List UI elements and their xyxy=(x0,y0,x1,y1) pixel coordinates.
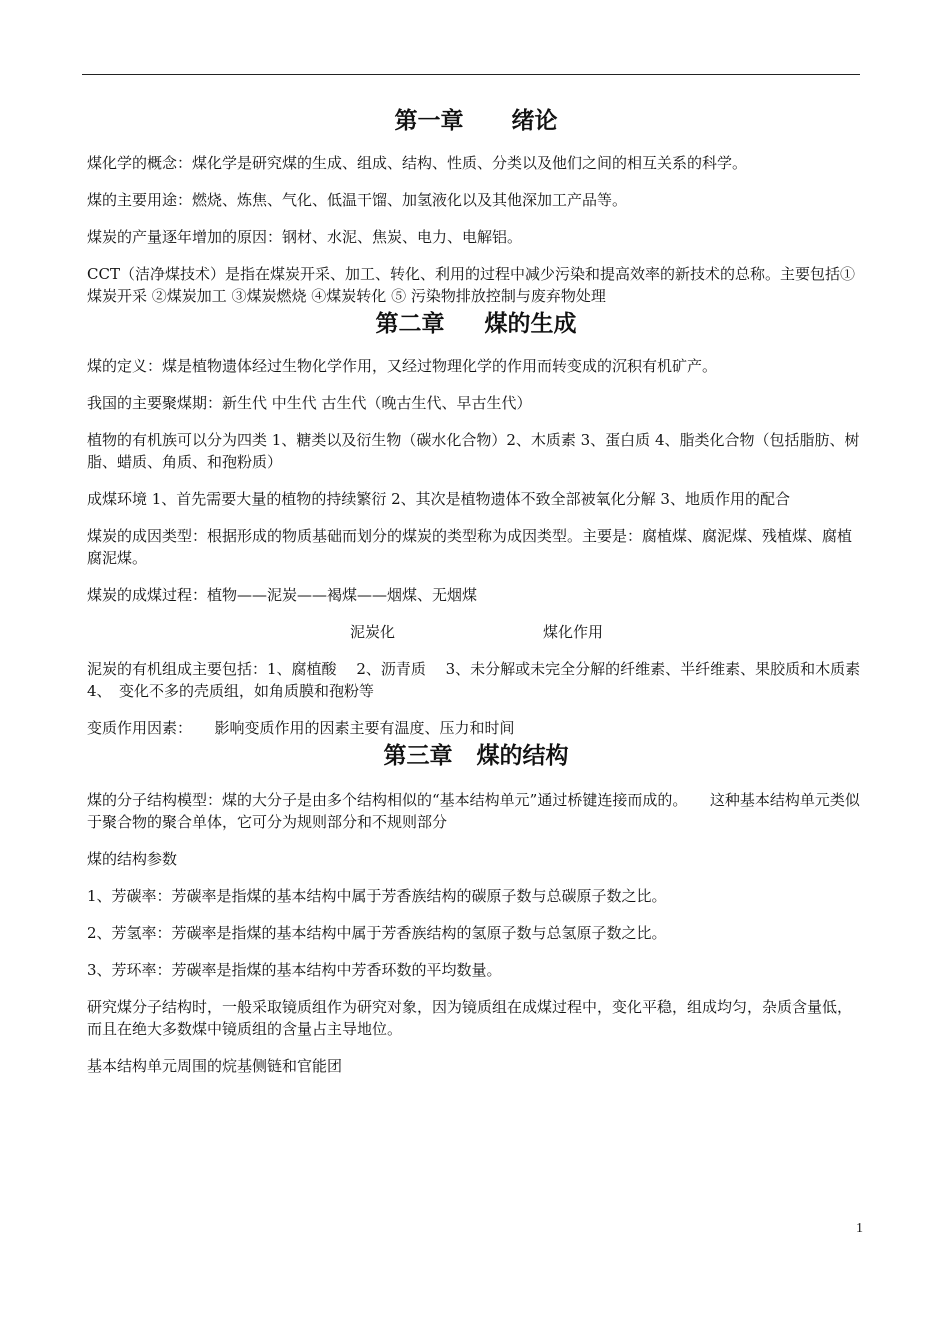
chapter-2-number: 第二章 xyxy=(375,310,445,337)
chapter-3-title: 煤的结构 xyxy=(476,742,569,769)
paragraph: 煤炭的产量逐年增加的原因：钢材、水泥、焦炭、电力、电解铝。 xyxy=(87,228,523,246)
process-label-peatification: 泥炭化 xyxy=(350,623,396,641)
chapter-1-number: 第一章 xyxy=(394,107,464,134)
paragraph: 植物的有机族可以分为四类 1、糖类以及衍生物（碳水化合物）2、木质素 3、蛋白质 4、脂类化合物（包括脂肪、树脂、蜡质、角质、和孢粉质） xyxy=(87,431,860,471)
paragraph: 我国的主要聚煤期：新生代 中生代 古生代（晚古生代、早古生代） xyxy=(87,394,532,412)
chapter-1-heading xyxy=(87,104,865,138)
paragraph: 煤炭的成煤过程：植物——泥炭——褐煤——烟煤、无烟煤 xyxy=(87,586,478,604)
paragraph: 泥炭的有机组成主要包括：1、腐植酸 2、沥青质 3、未分解或未完全分解的纤维素、半纤维素、果胶质和木质素 4、 变化不多的壳质组，如角质膜和孢粉等 xyxy=(87,660,891,700)
paragraph: 煤的主要用途：燃烧、炼焦、气化、低温干馏、加氢液化以及其他深加工产品等。 xyxy=(87,191,628,209)
chapter-2-heading xyxy=(87,307,865,341)
paragraph: 1、芳碳率：芳碳率是指煤的基本结构中属于芳香族结构的碳原子数与总碳原子数之比。 xyxy=(87,887,667,905)
paragraph: CCT（洁净煤技术）是指在煤炭开采、加工、转化、利用的过程中减少污染和提高效率的新技术的总称。主要包括①煤炭开采 ②煤炭加工 ③煤炭燃烧 ④煤炭转化 ⑤ 污染物排放控制与废弃物处理 xyxy=(87,265,855,305)
paragraph: 煤的结构参数 xyxy=(87,850,178,868)
chapter-2-title: 煤的生成 xyxy=(484,310,577,337)
process-stage-labels xyxy=(87,621,865,643)
paragraph: 研究煤分子结构时，一般采取镜质组作为研究对象，因为镜质组在成煤过程中，变化平稳，组成均匀，杂质含量低，而且在绝大多数煤中镜质组的含量占主导地位。 xyxy=(87,998,853,1038)
paragraph: 煤的分子结构模型：煤的大分子是由多个结构相似的“基本结构单元”通过桥键连接而成的。 这种基本结构单元类似于聚合物的聚合单体，它可分为规则部分和不规则部分 xyxy=(87,791,860,831)
chapter-3-number: 第三章 xyxy=(383,742,453,769)
document-body xyxy=(87,104,891,1092)
paragraph: 煤炭的成因类型：根据形成的物质基础而划分的煤炭的类型称为成因类型。主要是：腐植煤、腐泥煤、残植煤、腐植腐泥煤。 xyxy=(87,527,853,567)
paragraph: 变质作用因素： 影响变质作用的因素主要有温度、压力和时间 xyxy=(87,719,515,737)
header-rule xyxy=(82,74,860,75)
chapter-3-heading xyxy=(87,739,865,773)
process-label-coalification: 煤化作用 xyxy=(543,623,604,641)
paragraph: 成煤环境 1、首先需要大量的植物的持续繁衍 2、其次是植物遗体不致全部被氧化分解 3、地质作用的配合 xyxy=(87,490,790,508)
paragraph: 煤的定义：煤是植物遗体经过生物化学作用，又经过物理化学的作用而转变成的沉积有机矿产。 xyxy=(87,357,718,375)
paragraph: 煤化学的概念：煤化学是研究煤的生成、组成、结构、性质、分类以及他们之间的相互关系的科学。 xyxy=(87,154,748,172)
paragraph: 3、芳环率：芳碳率是指煤的基本结构中芳香环数的平均数量。 xyxy=(87,961,502,979)
page-number: 1 xyxy=(856,1221,863,1236)
paragraph: 2、芳氢率：芳碳率是指煤的基本结构中属于芳香族结构的氢原子数与总氢原子数之比。 xyxy=(87,924,667,942)
chapter-1-title: 绪论 xyxy=(511,107,558,134)
paragraph: 基本结构单元周围的烷基侧链和官能团 xyxy=(87,1057,343,1075)
